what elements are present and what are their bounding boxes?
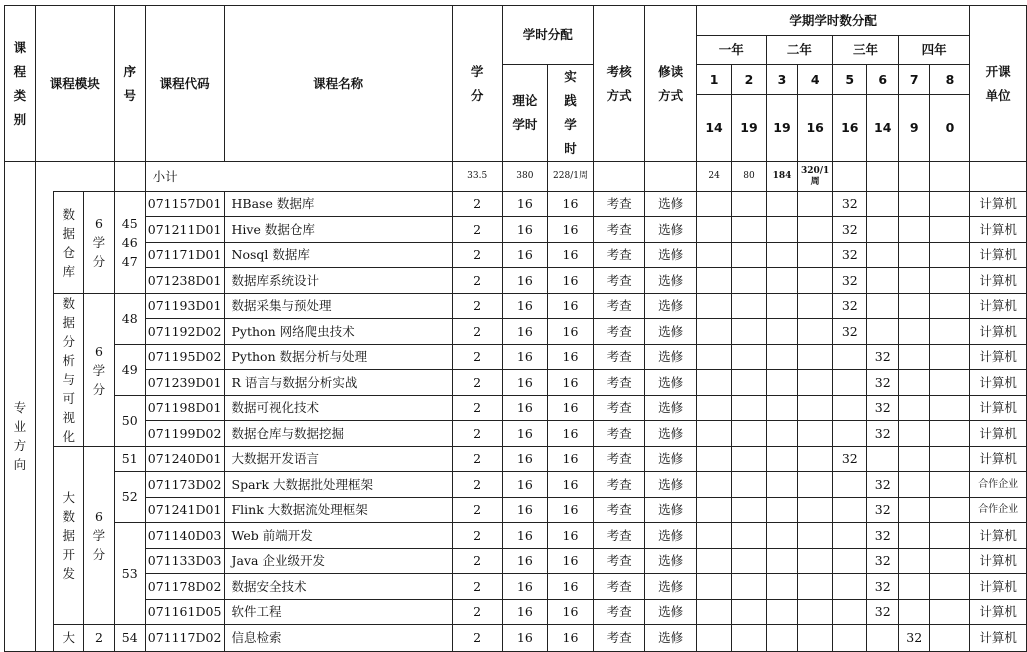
row-13-unit: 计算机 [970,523,1027,549]
row-9-credit: 2 [452,421,502,447]
row-14-code: 071133D03 [145,549,224,574]
row-16-study: 选修 [645,600,696,625]
header-module: 课程模块 [35,6,114,162]
subtotal-s5 [833,162,867,192]
header-unit: 开课单位 [970,6,1027,162]
seq-48: 48 [114,294,145,345]
row-9-theory: 16 [502,421,547,447]
row-16-practice: 16 [548,600,594,625]
row-11-assess: 考查 [593,472,644,498]
row-4-name: 数据采集与预处理 [224,294,452,319]
row-13-s6: 32 [867,523,899,549]
header-weeks-6: 14 [867,95,899,162]
row-17-unit: 计算机 [970,625,1027,652]
row-13-s5 [833,523,867,549]
row-4-study: 选修 [645,294,696,319]
seq-51: 51 [114,447,145,472]
row-8-credit: 2 [452,396,502,421]
row-4-practice: 16 [548,294,594,319]
row-2-theory: 16 [502,243,547,268]
row-2-practice: 16 [548,243,594,268]
row-1-s5: 32 [833,217,867,243]
row-12-name: Flink 大数据流处理框架 [224,498,452,523]
row-6-s6: 32 [867,345,899,370]
row-13-study: 选修 [645,523,696,549]
header-year-2: 二年 [766,36,832,65]
row-2-assess: 考查 [593,243,644,268]
category-cell-top [5,162,36,192]
row-16-assess: 考查 [593,600,644,625]
row-10-code: 071240D01 [145,447,224,472]
row-15-assess: 考查 [593,574,644,600]
row-7-s6: 32 [867,370,899,396]
row-4-theory: 16 [502,294,547,319]
subtotal-s6 [867,162,899,192]
row-1-unit: 计算机 [970,217,1027,243]
row-1-theory: 16 [502,217,547,243]
row-5-study: 选修 [645,319,696,345]
row-14-study: 选修 [645,549,696,574]
row-3-theory: 16 [502,268,547,294]
row-14-s6: 32 [867,549,899,574]
row-5-code: 071192D02 [145,319,224,345]
row-1-practice: 16 [548,217,594,243]
row-5-theory: 16 [502,319,547,345]
row-3-assess: 考查 [593,268,644,294]
row-4-s5: 32 [833,294,867,319]
row-8-assess: 考查 [593,396,644,421]
row-13-s7 [899,523,930,549]
row-10-name: 大数据开发语言 [224,447,452,472]
row-12-assess: 考查 [593,498,644,523]
row-8-unit: 计算机 [970,396,1027,421]
seq-54: 54 [114,625,145,652]
header-semester-alloc: 学期学时数分配 [696,6,970,36]
row-7-s7 [899,370,930,396]
row-2-study: 选修 [645,243,696,268]
row-10-practice: 16 [548,447,594,472]
row-9-name: 数据仓库与数据挖掘 [224,421,452,447]
row-6-assess: 考查 [593,345,644,370]
row-1-s7 [899,217,930,243]
row-17-assess: 考查 [593,625,644,652]
row-0-assess: 考查 [593,192,644,217]
subtotal-s8 [930,162,970,192]
row-8-name: 数据可视化技术 [224,396,452,421]
row-11-practice: 16 [548,472,594,498]
row-0-code: 071157D01 [145,192,224,217]
row-0-name: HBase 数据库 [224,192,452,217]
row-9-study: 选修 [645,421,696,447]
row-3-credit: 2 [452,268,502,294]
row-2-name: Nosql 数据库 [224,243,452,268]
subtotal-credit: 33.5 [452,162,502,192]
row-16-s7 [899,600,930,625]
header-sem-6: 6 [867,65,899,95]
subtotal-assess [593,162,644,192]
row-14-practice: 16 [548,549,594,574]
row-4-assess: 考查 [593,294,644,319]
row-17-s6 [867,625,899,652]
row-17-s7: 32 [899,625,930,652]
row-16-credit: 2 [452,600,502,625]
seq-49: 49 [114,345,145,396]
row-0-unit: 计算机 [970,192,1027,217]
row-16-s6: 32 [867,600,899,625]
row-15-s7 [899,574,930,600]
row-7-assess: 考查 [593,370,644,396]
row-5-name: Python 网络爬虫技术 [224,319,452,345]
header-weeks-1: 14 [696,95,731,162]
row-12-theory: 16 [502,498,547,523]
row-12-study: 选修 [645,498,696,523]
row-10-theory: 16 [502,447,547,472]
module-2-name: 数据分析与可视化 [54,294,84,447]
row-6-study: 选修 [645,345,696,370]
row-16-code: 071161D05 [145,600,224,625]
module-indent [35,192,54,652]
subtotal-theory: 380 [502,162,547,192]
module-4-name: 大 [54,625,84,652]
row-0-s7 [899,192,930,217]
row-13-assess: 考查 [593,523,644,549]
row-1-s6 [867,217,899,243]
header-weeks-5: 16 [833,95,867,162]
row-8-study: 选修 [645,396,696,421]
row-12-s6: 32 [867,498,899,523]
row-11-unit: 合作企业 [970,472,1027,498]
row-3-name: 数据库系统设计 [224,268,452,294]
row-16-theory: 16 [502,600,547,625]
row-3-s6 [867,268,899,294]
row-13-credit: 2 [452,523,502,549]
row-14-unit: 计算机 [970,549,1027,574]
row-7-unit: 计算机 [970,370,1027,396]
row-11-s7 [899,472,930,498]
row-11-study: 选修 [645,472,696,498]
row-15-code: 071178D02 [145,574,224,600]
row-5-credit: 2 [452,319,502,345]
row-1-study: 选修 [645,217,696,243]
module-4-credits: 2 [84,625,115,652]
row-5-s6 [867,319,899,345]
row-3-unit: 计算机 [970,268,1027,294]
row-15-unit: 计算机 [970,574,1027,600]
header-weeks-2: 19 [732,95,766,162]
row-6-credit: 2 [452,345,502,370]
row-11-s6: 32 [867,472,899,498]
row-9-code: 071199D02 [145,421,224,447]
header-credit: 学分 [452,6,502,162]
row-11-code: 071173D02 [145,472,224,498]
header-sem-4: 4 [798,65,833,95]
row-6-code: 071195D02 [145,345,224,370]
row-0-study: 选修 [645,192,696,217]
row-9-s7 [899,421,930,447]
row-4-s7 [899,294,930,319]
row-5-s7 [899,319,930,345]
row-8-s6: 32 [867,396,899,421]
row-2-unit: 计算机 [970,243,1027,268]
row-1-credit: 2 [452,217,502,243]
row-17-s5 [833,625,867,652]
category-label: 专业方向 [13,400,27,473]
header-weeks-7: 9 [899,95,930,162]
row-8-theory: 16 [502,396,547,421]
row-17-name: 信息检索 [224,625,452,652]
row-6-practice: 16 [548,345,594,370]
row-2-s7 [899,243,930,268]
row-10-s6 [867,447,899,472]
subtotal-s3: 184 [766,162,798,192]
row-8-s7 [899,396,930,421]
seq-45: 45 [121,216,138,231]
row-10-credit: 2 [452,447,502,472]
seq-46: 46 [121,235,138,250]
row-17-credit: 2 [452,625,502,652]
subtotal-module-blank [35,162,114,192]
subtotal-practice: 228/1周 [548,162,594,192]
row-2-s6 [867,243,899,268]
row-15-s6: 32 [867,574,899,600]
row-17-study: 选修 [645,625,696,652]
row-13-code: 071140D03 [145,523,224,549]
row-4-code: 071193D01 [145,294,224,319]
module-3-credits: 6学分 [84,447,115,625]
row-12-s5 [833,498,867,523]
row-14-theory: 16 [502,549,547,574]
row-13-practice: 16 [548,523,594,549]
row-12-unit: 合作企业 [970,498,1027,523]
row-4-credit: 2 [452,294,502,319]
seq-47: 47 [121,254,138,269]
row-5-assess: 考查 [593,319,644,345]
row-6-unit: 计算机 [970,345,1027,370]
subtotal-s2: 80 [732,162,766,192]
row-14-credit: 2 [452,549,502,574]
row-6-s5 [833,345,867,370]
row-8-s5 [833,396,867,421]
row-3-s5: 32 [833,268,867,294]
row-12-practice: 16 [548,498,594,523]
row-2-code: 071171D01 [145,243,224,268]
row-11-theory: 16 [502,472,547,498]
header-year-3: 三年 [833,36,899,65]
header-code: 课程代码 [145,6,224,162]
row-12-s7 [899,498,930,523]
header-sem-1: 1 [696,65,731,95]
header-year-4: 四年 [899,36,970,65]
row-0-s6 [867,192,899,217]
header-assess: 考核方式 [593,6,644,162]
subtotal-seq-blank [114,162,145,192]
header-seq: 序号 [114,6,145,162]
header-sem-8: 8 [930,65,970,95]
row-16-s5 [833,600,867,625]
row-15-practice: 16 [548,574,594,600]
row-3-study: 选修 [645,268,696,294]
row-17-code: 071117D02 [145,625,224,652]
row-5-practice: 16 [548,319,594,345]
subtotal-unit [970,162,1027,192]
row-7-theory: 16 [502,370,547,396]
header-sem-3: 3 [766,65,798,95]
row-15-credit: 2 [452,574,502,600]
header-theory: 理论学时 [502,65,547,162]
module-2-credits: 6学分 [84,294,115,447]
row-9-s5 [833,421,867,447]
header-study: 修读方式 [645,6,696,162]
row-7-name: R 语言与数据分析实战 [224,370,452,396]
header-category: 课程类别 [5,6,36,162]
header-sem-2: 2 [732,65,766,95]
row-12-code: 071241D01 [145,498,224,523]
row-7-code: 071239D01 [145,370,224,396]
row-11-s5 [833,472,867,498]
row-10-s5: 32 [833,447,867,472]
row-14-s7 [899,549,930,574]
row-15-theory: 16 [502,574,547,600]
row-10-assess: 考查 [593,447,644,472]
row-9-assess: 考查 [593,421,644,447]
row-7-study: 选修 [645,370,696,396]
module-1-name: 数据仓库 [54,192,84,294]
row-10-study: 选修 [645,447,696,472]
row-5-unit: 计算机 [970,319,1027,345]
row-1-name: Hive 数据仓库 [224,217,452,243]
row-15-s5 [833,574,867,600]
header-weeks-4: 16 [798,95,833,162]
row-17-theory: 16 [502,625,547,652]
row-0-credit: 2 [452,192,502,217]
header-weeks-3: 19 [766,95,798,162]
row-0-practice: 16 [548,192,594,217]
row-7-practice: 16 [548,370,594,396]
row-16-name: 软件工程 [224,600,452,625]
row-4-s6 [867,294,899,319]
row-14-name: Java 企业级开发 [224,549,452,574]
subtotal-study [645,162,696,192]
header-sem-5: 5 [833,65,867,95]
row-1-assess: 考查 [593,217,644,243]
header-hours-alloc: 学时分配 [502,6,593,65]
row-5-s5: 32 [833,319,867,345]
row-0-s5: 32 [833,192,867,217]
row-7-credit: 2 [452,370,502,396]
row-13-theory: 16 [502,523,547,549]
seq-45-47 [114,192,145,294]
row-4-unit: 计算机 [970,294,1027,319]
row-17-practice: 16 [548,625,594,652]
curriculum-table [4,5,1027,652]
row-0-theory: 16 [502,192,547,217]
row-9-s6: 32 [867,421,899,447]
subtotal-s7 [899,162,930,192]
row-2-s5: 32 [833,243,867,268]
row-6-s7 [899,345,930,370]
row-14-assess: 考查 [593,549,644,574]
row-2-credit: 2 [452,243,502,268]
row-16-unit: 计算机 [970,600,1027,625]
row-14-s5 [833,549,867,574]
header-year-1: 一年 [696,36,766,65]
row-10-unit: 计算机 [970,447,1027,472]
row-9-unit: 计算机 [970,421,1027,447]
seq-53: 53 [114,523,145,625]
row-10-s7 [899,447,930,472]
row-7-s5 [833,370,867,396]
row-11-name: Spark 大数据批处理框架 [224,472,452,498]
seq-50: 50 [114,396,145,447]
row-13-name: Web 前端开发 [224,523,452,549]
row-8-code: 071198D01 [145,396,224,421]
row-15-study: 选修 [645,574,696,600]
row-1-code: 071211D01 [145,217,224,243]
row-11-credit: 2 [452,472,502,498]
row-9-practice: 16 [548,421,594,447]
category-cell [5,192,36,652]
row-12-credit: 2 [452,498,502,523]
header-weeks-8: 0 [930,95,970,162]
header-name: 课程名称 [224,6,452,162]
row-3-s7 [899,268,930,294]
row-3-code: 071238D01 [145,268,224,294]
header-practice: 实践学时 [548,65,594,162]
module-1-credits: 6学分 [84,192,115,294]
row-8-practice: 16 [548,396,594,421]
row-6-name: Python 数据分析与处理 [224,345,452,370]
header-sem-7: 7 [899,65,930,95]
row-6-theory: 16 [502,345,547,370]
subtotal-label: 小计 [145,162,452,192]
row-15-name: 数据安全技术 [224,574,452,600]
subtotal-s4: 320/1周 [798,162,833,192]
subtotal-s1: 24 [696,162,731,192]
row-3-practice: 16 [548,268,594,294]
module-3-name: 大数据开发 [54,447,84,625]
seq-52: 52 [114,472,145,523]
